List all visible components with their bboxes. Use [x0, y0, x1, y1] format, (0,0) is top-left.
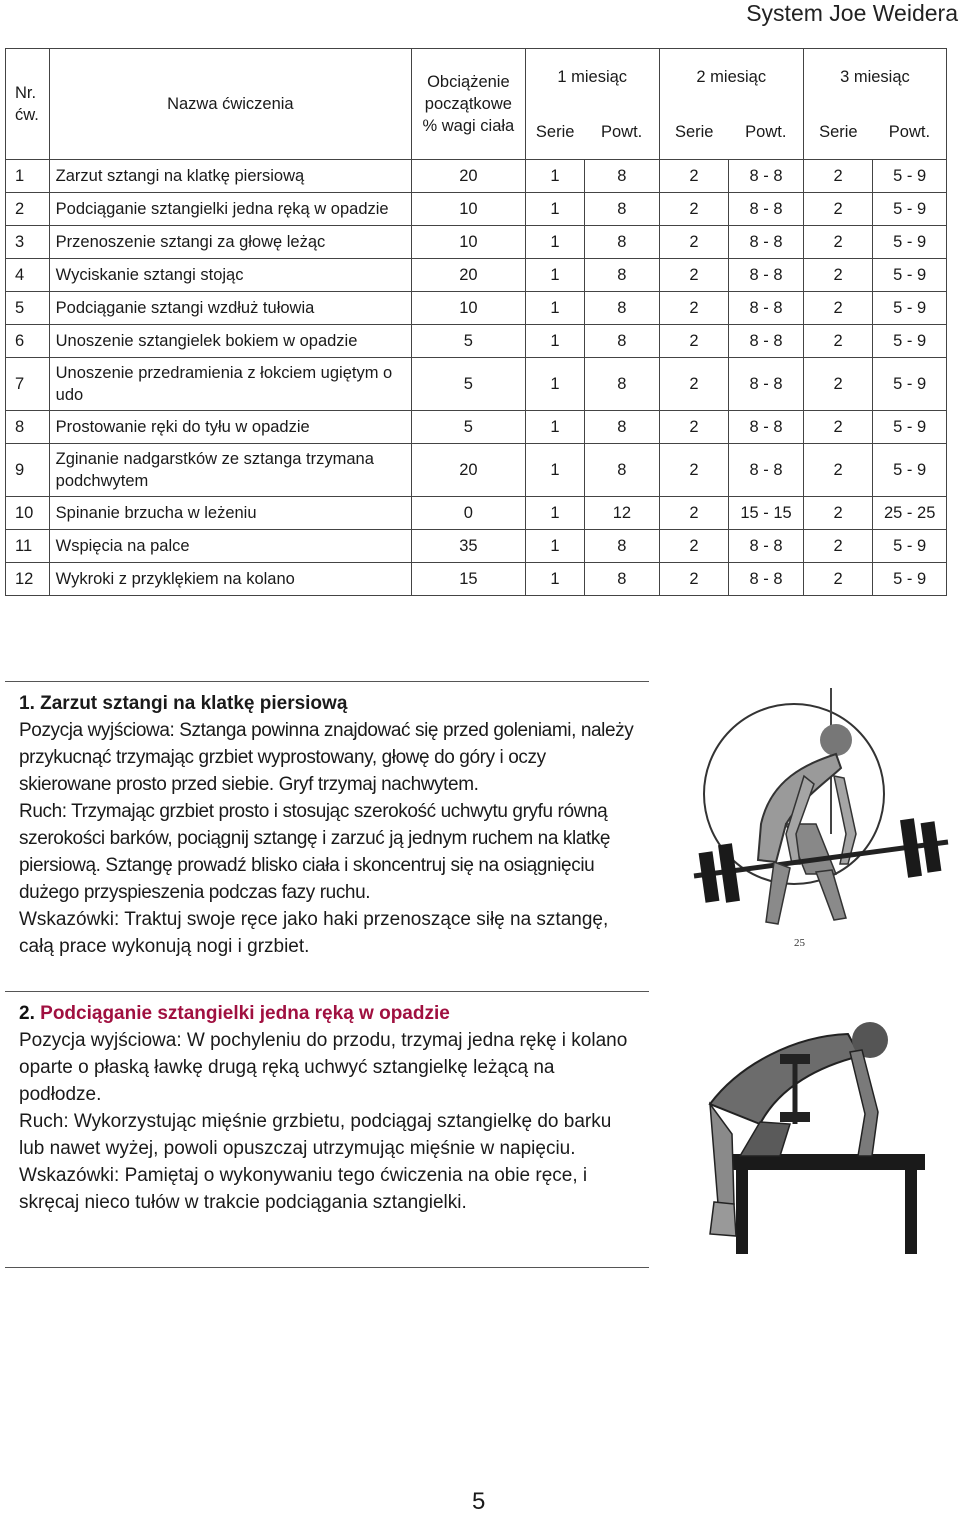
col-header-month-1: 1 miesiąc — [525, 49, 659, 106]
col-header-powt: Powt. — [873, 105, 947, 160]
cell-serie: 2 — [659, 226, 729, 259]
cell-exercise-name: Spinanie brzucha w leżeniu — [49, 497, 411, 530]
cell-powt: 8 — [585, 444, 660, 497]
cell-powt: 8 — [585, 411, 660, 444]
cell-powt: 25 - 25 — [873, 497, 947, 530]
cell-load: 10 — [412, 193, 526, 226]
col-header-serie: Serie — [803, 105, 873, 160]
cell-nr: 5 — [6, 292, 50, 325]
cell-powt: 8 - 8 — [729, 358, 804, 411]
cell-serie: 1 — [525, 325, 584, 358]
cell-serie: 2 — [803, 259, 873, 292]
cell-serie: 2 — [659, 193, 729, 226]
cell-serie: 1 — [525, 358, 584, 411]
exercise-2-starting-position: Pozycja wyjściowa: W pochyleniu do przodu, trzymaj jedna rękę i kolano oparte o płaską ławkę drugą ręką uchwyć sztangielkę leżącą na podłodze. — [19, 1030, 628, 1105]
cell-load: 15 — [412, 563, 526, 596]
cell-load: 5 — [412, 325, 526, 358]
cell-serie: 2 — [659, 530, 729, 563]
cell-serie: 2 — [659, 259, 729, 292]
cell-serie: 2 — [803, 563, 873, 596]
exercise-1-tips: Wskazówki: Traktuj swoje ręce jako haki przenoszące siłę na sztangę, całą prace wykonują nogi i grzbiet. — [19, 909, 609, 957]
cell-nr: 6 — [6, 325, 50, 358]
cell-powt: 8 — [585, 325, 660, 358]
cell-serie: 1 — [525, 497, 584, 530]
cell-serie: 2 — [659, 292, 729, 325]
col-header-powt: Powt. — [585, 105, 660, 160]
cell-nr: 2 — [6, 193, 50, 226]
exercise-1-title: 1. Zarzut sztangi na klatkę piersiową — [19, 693, 348, 714]
table-row — [6, 358, 947, 411]
cell-nr: 3 — [6, 226, 50, 259]
cell-nr: 4 — [6, 259, 50, 292]
cell-exercise-name: Wyciskanie sztangi stojąc — [49, 259, 411, 292]
col-header-month-2: 2 miesiąc — [659, 49, 803, 106]
cell-serie: 1 — [525, 259, 584, 292]
cell-powt: 5 - 9 — [873, 292, 947, 325]
table-row — [6, 325, 947, 358]
cell-powt: 8 - 8 — [729, 292, 804, 325]
exercise-1-starting-position: Pozycja wyjściowa: Sztanga powinna znajdować się przed goleniami, należy przykucnąć trzymając grzbiet wyprostowany, głowę do góry i oczy skierowane prosto przed siebie. Gryf trzymaj nachwytem. — [19, 720, 634, 795]
cell-serie: 2 — [803, 530, 873, 563]
cell-serie: 1 — [525, 226, 584, 259]
cell-powt: 5 - 9 — [873, 193, 947, 226]
exercise-2-tips: Wskazówki: Pamiętaj o wykonywaniu tego ćwiczenia na obie ręce, i skręcaj nieco tułów w trakcie podciągania sztangielki. — [19, 1165, 588, 1213]
cell-serie: 2 — [803, 444, 873, 497]
cell-nr: 1 — [6, 160, 50, 193]
cell-load: 35 — [412, 530, 526, 563]
cell-powt: 8 — [585, 530, 660, 563]
col-header-load: Obciążenie początkowe % wagi ciała — [412, 49, 526, 160]
cell-powt: 5 - 9 — [873, 444, 947, 497]
cell-serie: 2 — [803, 226, 873, 259]
cell-powt: 8 - 8 — [729, 193, 804, 226]
cell-powt: 8 — [585, 358, 660, 411]
table-row — [6, 259, 947, 292]
cell-serie: 2 — [803, 325, 873, 358]
cell-powt: 8 - 8 — [729, 226, 804, 259]
cell-nr: 11 — [6, 530, 50, 563]
cell-powt: 5 - 9 — [873, 325, 947, 358]
exercise-2-movement: Ruch: Wykorzystując mięśnie grzbietu, podciągaj sztangielkę do barku lub nawet wyżej, powoli opuszczaj utrzymując mięśnie w napięciu. — [19, 1111, 612, 1159]
cell-load: 5 — [412, 358, 526, 411]
figure-mark: 25 — [794, 937, 805, 949]
col-header-nr: Nr. ćw. — [6, 49, 50, 160]
cell-powt: 5 - 9 — [873, 160, 947, 193]
cell-powt: 8 — [585, 160, 660, 193]
cell-load: 20 — [412, 444, 526, 497]
cell-load: 5 — [412, 411, 526, 444]
cell-serie: 2 — [659, 358, 729, 411]
cell-serie: 1 — [525, 530, 584, 563]
col-header-serie: Serie — [525, 105, 584, 160]
cell-load: 0 — [412, 497, 526, 530]
cell-load: 10 — [412, 226, 526, 259]
cell-powt: 15 - 15 — [729, 497, 804, 530]
cell-powt: 12 — [585, 497, 660, 530]
cell-exercise-name: Podciąganie sztangielki jedna ręką w opadzie — [49, 193, 411, 226]
cell-exercise-name: Unoszenie sztangielek bokiem w opadzie — [49, 325, 411, 358]
page-number: 5 — [472, 1488, 486, 1515]
cell-serie: 1 — [525, 160, 584, 193]
cell-powt: 8 — [585, 193, 660, 226]
cell-serie: 2 — [803, 358, 873, 411]
exercise-plan-table — [5, 48, 947, 596]
cell-serie: 1 — [525, 193, 584, 226]
table-row — [6, 193, 947, 226]
cell-powt: 5 - 9 — [873, 226, 947, 259]
cell-exercise-name: Unoszenie przedramienia z łokciem ugiętym o udo — [49, 358, 411, 411]
cell-powt: 8 — [585, 259, 660, 292]
cell-powt: 8 - 8 — [729, 563, 804, 596]
cell-powt: 5 - 9 — [873, 358, 947, 411]
cell-serie: 2 — [803, 411, 873, 444]
cell-load: 10 — [412, 292, 526, 325]
cell-serie: 2 — [803, 292, 873, 325]
cell-exercise-name: Przenoszenie sztangi za głowę leżąc — [49, 226, 411, 259]
cell-powt: 5 - 9 — [873, 411, 947, 444]
cell-serie: 2 — [803, 497, 873, 530]
table-row — [6, 411, 947, 444]
cell-powt: 8 - 8 — [729, 259, 804, 292]
table-row — [6, 160, 947, 193]
cell-nr: 9 — [6, 444, 50, 497]
cell-exercise-name: Zarzut sztangi na klatkę piersiową — [49, 160, 411, 193]
table-row — [6, 497, 947, 530]
table-row — [6, 563, 947, 596]
cell-serie: 2 — [659, 444, 729, 497]
cell-load: 20 — [412, 259, 526, 292]
exercise-1-section — [5, 681, 649, 978]
cell-serie: 2 — [803, 160, 873, 193]
cell-serie: 2 — [659, 160, 729, 193]
cell-exercise-name: Wykroki z przyklękiem na kolano — [49, 563, 411, 596]
cell-powt: 8 - 8 — [729, 530, 804, 563]
cell-exercise-name: Wspięcia na palce — [49, 530, 411, 563]
table-row — [6, 226, 947, 259]
table-row — [6, 530, 947, 563]
cell-serie: 1 — [525, 444, 584, 497]
cell-nr: 10 — [6, 497, 50, 530]
cell-powt: 8 - 8 — [729, 160, 804, 193]
exercise-2-section — [5, 991, 649, 1268]
cell-serie: 2 — [659, 411, 729, 444]
cell-powt: 8 - 8 — [729, 325, 804, 358]
page-header-title: System Joe Weidera — [746, 0, 958, 26]
table-row — [6, 292, 947, 325]
cell-serie: 2 — [659, 325, 729, 358]
table-row — [6, 444, 947, 497]
cell-nr: 8 — [6, 411, 50, 444]
cell-load: 20 — [412, 160, 526, 193]
cell-powt: 8 — [585, 563, 660, 596]
cell-powt: 5 - 9 — [873, 530, 947, 563]
cell-powt: 8 — [585, 292, 660, 325]
col-header-name: Nazwa ćwiczenia — [49, 49, 411, 160]
cell-serie: 2 — [803, 193, 873, 226]
cell-nr: 7 — [6, 358, 50, 411]
cell-serie: 2 — [659, 497, 729, 530]
cell-serie: 2 — [659, 563, 729, 596]
cell-powt: 8 - 8 — [729, 444, 804, 497]
cell-powt: 8 — [585, 226, 660, 259]
dumbbell-row-illustration — [700, 994, 935, 1259]
cell-powt: 5 - 9 — [873, 259, 947, 292]
cell-exercise-name: Prostowanie ręki do tyłu w opadzie — [49, 411, 411, 444]
exercise-2-title: 2. Podciąganie sztangielki jedna ręką w opadzie — [19, 1003, 450, 1024]
cell-serie: 1 — [525, 292, 584, 325]
cell-exercise-name: Zginanie nadgarstków ze sztanga trzymana podchwytem — [49, 444, 411, 497]
col-header-month-3: 3 miesiąc — [803, 49, 946, 106]
cell-powt: 8 - 8 — [729, 411, 804, 444]
cell-exercise-name: Podciąganie sztangi wzdłuż tułowia — [49, 292, 411, 325]
col-header-serie: Serie — [659, 105, 729, 160]
exercise-1-movement: Ruch: Trzymając grzbiet prosto i stosując szerokość uchwytu gryfu równą szerokości barków, pociągnij sztangę i zarzuć ją jednym ruchem na klatkę piersiową. Sztangę prowadź blisko ciała i skoncentruj się na osiągnięciu dużego przyspieszenia podczas fazy ruchu. — [19, 801, 611, 903]
cell-nr: 12 — [6, 563, 50, 596]
cell-powt: 5 - 9 — [873, 563, 947, 596]
col-header-powt: Powt. — [729, 105, 804, 160]
cell-serie: 1 — [525, 411, 584, 444]
power-clean-illustration — [686, 684, 958, 954]
cell-serie: 1 — [525, 563, 584, 596]
